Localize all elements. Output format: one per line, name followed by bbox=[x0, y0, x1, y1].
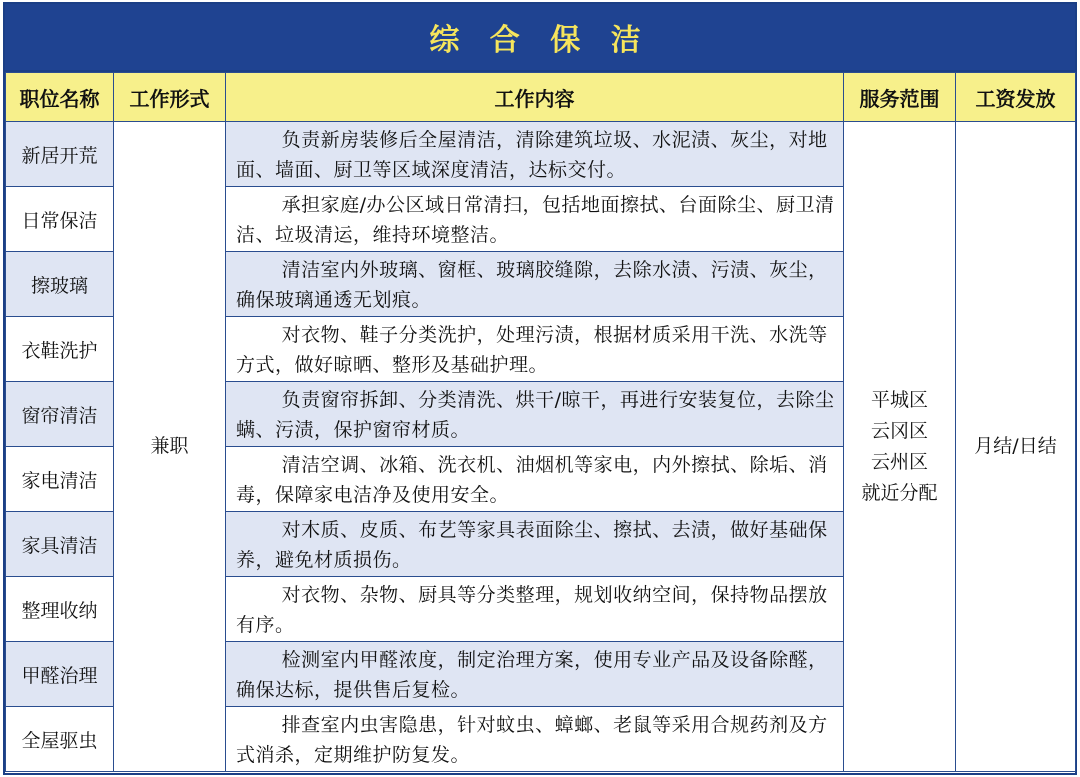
salary-cell: 月结/日结 bbox=[956, 122, 1076, 772]
job-table bbox=[5, 72, 1076, 772]
work-content: 对衣物、杂物、厨具等分类整理，规划收纳空间，保持物品摆放有序。 bbox=[226, 577, 844, 642]
header-service-area: 服务范围 bbox=[844, 73, 956, 122]
header-work-content: 工作内容 bbox=[226, 73, 844, 122]
work-content: 承担家庭/办公区域日常清扫，包括地面擦拭、台面除尘、厨卫清洁、垃圾清运，维持环境整洁。 bbox=[226, 187, 844, 252]
position-name: 日常保洁 bbox=[6, 187, 114, 252]
work-content: 负责新房装修后全屋清洁，清除建筑垃圾、水泥渍、灰尘，对地面、墙面、厨卫等区域深度清洁，达标交付。 bbox=[226, 122, 844, 187]
work-form-cell: 兼职 bbox=[114, 122, 226, 772]
position-name: 整理收纳 bbox=[6, 577, 114, 642]
work-content: 清洁空调、冰箱、洗衣机、油烟机等家电，内外擦拭、除垢、消毒，保障家电洁净及使用安全。 bbox=[226, 447, 844, 512]
area-item: 平城区 bbox=[870, 388, 928, 411]
position-name: 衣鞋洗护 bbox=[6, 317, 114, 382]
service-area-cell bbox=[844, 122, 956, 772]
area-item: 就近分配 bbox=[861, 481, 938, 504]
service-table-card bbox=[3, 2, 1077, 775]
title-bar bbox=[5, 4, 1075, 72]
table-row bbox=[6, 122, 1076, 187]
position-name: 家电清洁 bbox=[6, 447, 114, 512]
position-name: 家具清洁 bbox=[6, 512, 114, 577]
page-title: 综 合 保 洁 bbox=[429, 23, 651, 58]
header-work-form: 工作形式 bbox=[114, 73, 226, 122]
area-item: 云州区 bbox=[870, 450, 928, 473]
position-name: 甲醛治理 bbox=[6, 642, 114, 707]
area-item: 云冈区 bbox=[870, 419, 928, 442]
position-name: 窗帘清洁 bbox=[6, 382, 114, 447]
work-content: 检测室内甲醛浓度，制定治理方案，使用专业产品及设备除醛，确保达标，提供售后复检。 bbox=[226, 642, 844, 707]
work-content: 排查室内虫害隐患，针对蚊虫、蟑螂、老鼠等采用合规药剂及方式消杀，定期维护防复发。 bbox=[226, 707, 844, 772]
table-header-row bbox=[6, 73, 1076, 122]
position-name: 全屋驱虫 bbox=[6, 707, 114, 772]
header-salary: 工资发放 bbox=[956, 73, 1076, 122]
position-name: 新居开荒 bbox=[6, 122, 114, 187]
work-content: 负责窗帘拆卸、分类清洗、烘干/晾干，再进行安装复位，去除尘螨、污渍，保护窗帘材质。 bbox=[226, 382, 844, 447]
work-content: 对衣物、鞋子分类洗护，处理污渍，根据材质采用干洗、水洗等方式，做好晾晒、整形及基础护理。 bbox=[226, 317, 844, 382]
work-content: 清洁室内外玻璃、窗框、玻璃胶缝隙，去除水渍、污渍、灰尘，确保玻璃通透无划痕。 bbox=[226, 252, 844, 317]
header-position: 职位名称 bbox=[6, 73, 114, 122]
position-name: 擦玻璃 bbox=[6, 252, 114, 317]
work-content: 对木质、皮质、布艺等家具表面除尘、擦拭、去渍，做好基础保养，避免材质损伤。 bbox=[226, 512, 844, 577]
